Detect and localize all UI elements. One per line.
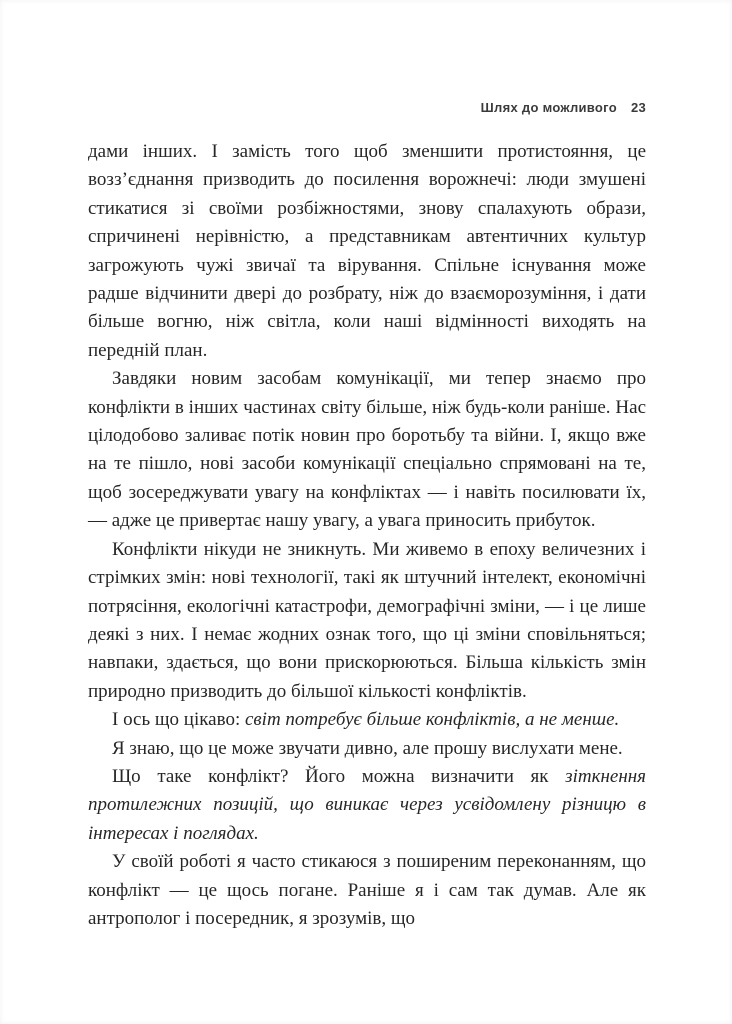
paragraph [88, 138, 646, 365]
paragraph [88, 536, 646, 706]
paragraph [88, 735, 646, 763]
paragraph [88, 706, 646, 734]
paragraph [88, 848, 646, 933]
text-run: Конфлікти нікуди не зникнуть. Ми живемо в епоху величезних і стрімких змін: нові технології, такі як штучний інтелект, економічні потрясіння, екологічні катастрофи, демографічні зміни, — і це лише деякі з них. І немає жодних ознак того, що ці зміни сповільняться; навпаки, здається, що вони прискорюються. Більша кількість змін природно призводить до більшої кількості конфліктів. [88, 538, 646, 702]
text-run: Що таке конфлікт? Його можна визначити як [112, 765, 566, 787]
text-run: дами інших. І замість того щоб зменшити протистояння, це возз’єднання призводить до посилення ворожнечі: люди змушені стикатися зі своїми розбіжностями, знову спалахують образи, спричинені нерівністю, а представникам автентичних культур загрожують чужі звичаї та вірування. Спільне існування може радше відчинити двері до розбрату, ніж до взаєморозуміння, і дати більше вогню, ніж світла, коли наші відмінності виходять на передній план. [88, 141, 646, 361]
paragraph [88, 365, 646, 535]
paragraph [88, 763, 646, 848]
italic-text-run: світ потребує більше конфліктів, а не менше. [244, 709, 620, 731]
italic-text-run: зіткнення протилежних позицій, що виникає через усвідомлену різницю в інтересах і поглядах. [88, 765, 646, 844]
text-run: Я знаю, що це може звучати дивно, але прошу вислухати мене. [112, 737, 623, 759]
text-run: І ось що цікаво: [112, 709, 245, 731]
page-number: 23 [630, 100, 646, 115]
page-body [88, 138, 646, 933]
text-run: У своїй роботі я часто стикаюся з поширеним переконанням, що конфлікт — це щось погане. Раніше я і сам так думав. Але як антрополог і посередник, я зрозумів, що [88, 851, 646, 929]
running-title: Шлях до можливого [480, 100, 617, 115]
page-header [88, 100, 646, 115]
text-run: Завдяки новим засобам комунікації, ми тепер знаємо про конфлікти в інших частинах світу більше, ніж будь-коли раніше. Нас цілодобово заливає потік новин про боротьбу та війни. І, якщо вже на те пішло, нові засоби комунікації спеціально спрямовані на те, щоб зосереджувати увагу на конфліктах — і навіть посилювати їх, — адже це привертає нашу увагу, а увага приносить прибуток. [88, 368, 646, 532]
